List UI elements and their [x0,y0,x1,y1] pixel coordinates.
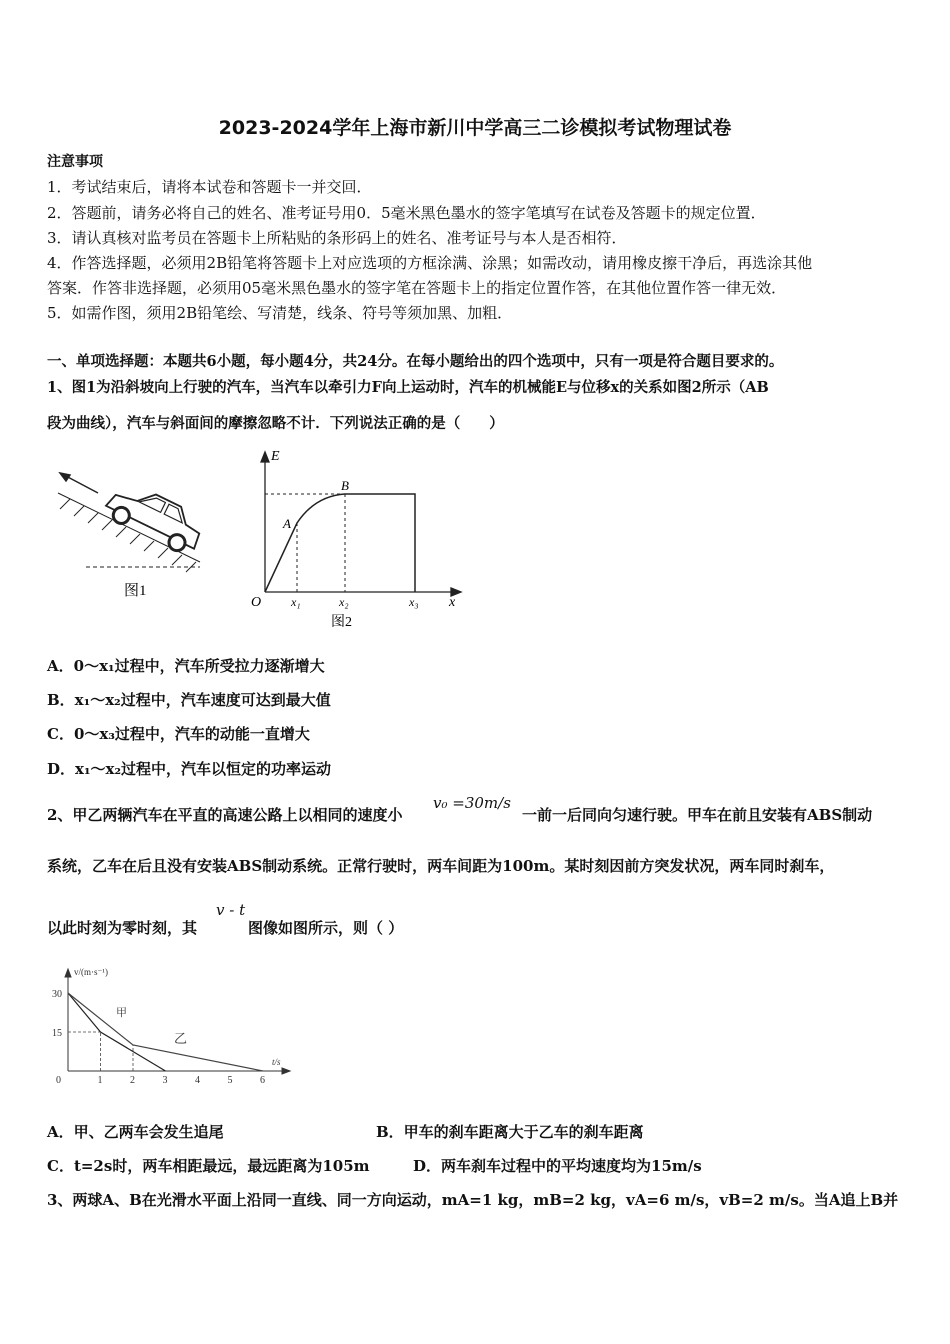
x-tick-label: 3 [162,1075,168,1086]
section-heading: 一、单项选择题：本题共6小题，每小题4分，共24分。在每小题给出的四个选项中，只有一项是符合题目要求的。 [47,353,784,370]
point-b-label: B [341,478,349,493]
notice-item: 答案．作答非选择题，必须用05毫米黑色墨水的签字笔在答题卡上的指定位置作答，在其他位置作答一律无效． [47,279,787,297]
x2-tick: x₂ [339,595,349,609]
q1-stem-line2: 段为曲线），汽车与斜面间的摩擦忽略不计．下列说法正确的是（ ） [47,415,504,432]
vt-x-label: t/s [272,1057,281,1067]
fig2-caption: 图2 [331,615,352,630]
y-axis-label: E [271,449,280,464]
q2-stem-part3: 以此时刻为零时刻，其 [47,919,198,937]
q1-stem-line1: 1、图1为沿斜坡向上行驶的汽车，当汽车以牵引力F向上运动时，汽车的机械能E与位移x的关系如图2所示（AB [47,379,769,396]
x1-tick: x₁ [291,595,301,609]
q1-figure1 [50,465,210,605]
x-axis-label: x [449,595,456,610]
q2-stem-part1: 2、甲乙两辆汽车在平直的高速公路上以相同的速度小 [47,806,403,824]
page-title: 2023-2024学年上海市新川中学高三二诊模拟考试物理试卷 [218,117,732,139]
q2-option-a: A．甲、乙两车会发生追尾 [47,1123,224,1141]
x-tick-label: 6 [260,1075,265,1086]
fig1-caption: 图1 [124,583,147,599]
notice-item: 1．考试结束后，请将本试卷和答题卡一并交回． [47,178,372,196]
car-icon [102,477,208,558]
chart-series [68,993,263,1071]
x-tick-label: 5 [227,1075,233,1086]
energy-curve [265,494,415,592]
q2-option-d: D．两车刹车过程中的平均速度均为15m/s [413,1157,702,1175]
series-yi-label: 乙 [174,1031,188,1046]
q2-option-c: C．t=2s时，两车相距最远，最远距离为105m [47,1157,370,1175]
q2-v0: v₀ =30m/s [433,794,511,812]
notice-item: 3．请认真核对监考员在答题卡上所粘贴的条形码上的姓名、准考证号与本人是否相符． [47,229,627,247]
x3-tick: x₃ [409,595,419,609]
vt-y-label: v/(m·s⁻¹) [74,967,108,977]
x-tick-label: 1 [97,1075,103,1086]
q2-vt-chart [50,965,295,1086]
q1-option-b: B．x₁～x₂过程中，汽车速度可达到最大值 [47,691,331,709]
notice-item: 4．作答选择题，必须用2B铅笔将答题卡上对应选项的方框涂满、涂黑；如需改动，请用橡皮擦干净后，再选涂其他 [47,254,813,272]
q1-option-a: A．0～x₁过程中，汽车所受拉力逐渐增大 [47,657,325,675]
x-tick-label: 2 [130,1075,135,1086]
q2-stem-part2: 一前一后同向匀速行驶。甲车在前且安装有ABS制动 [522,806,873,824]
series-jia-label: 甲 [116,1007,127,1019]
notice-item: 5．如需作图，须用2B铅笔绘、写清楚，线条、符号等须加黑、加粗． [47,304,513,322]
q1-option-c: C．0～x₃过程中，汽车的动能一直增大 [47,725,310,743]
q2-option-b: B．甲车的刹车距离大于乙车的刹车距离 [376,1123,644,1141]
series-line-yi [68,993,263,1071]
notice-heading: 注意事项 [47,154,103,170]
axes [261,452,461,596]
q3-stem-line1: 3、两球A、B在光滑水平面上沿同一直线、同一方向运动，mA=1 kg，mB=2 kg，vA=6 m/s，vB=2 m/s。当A追上B并 [47,1191,899,1209]
q2-stem-part4: 图像如图所示，则（ ） [248,919,404,937]
x-tick-label: 4 [195,1075,200,1086]
q1-option-d: D．x₁～x₂过程中，汽车以恒定的功率运动 [47,760,332,778]
guide-lines [265,494,345,592]
q2-vt: v - t [216,901,246,919]
notice-item: 2．答题前，请务必将自己的姓名、准考证号用0．5毫米黑色墨水的签字笔填写在试卷及答题卡的规定位置． [47,204,766,222]
chart-axes [65,969,290,1074]
force-arrow [60,473,98,493]
y-tick-label: 30 [52,989,62,1000]
point-a-label: A [283,516,291,531]
q2-stem-line2: 系统，乙车在后且没有安装ABS制动系统。正常行驶时，两车间距为100m。某时刻因前方突发状况，两车同时刹车， [47,857,835,875]
origin-label: O [251,595,262,610]
q1-figure2 [245,448,465,633]
x-tick-label: 0 [56,1075,61,1086]
y-tick-label: 15 [52,1028,62,1039]
